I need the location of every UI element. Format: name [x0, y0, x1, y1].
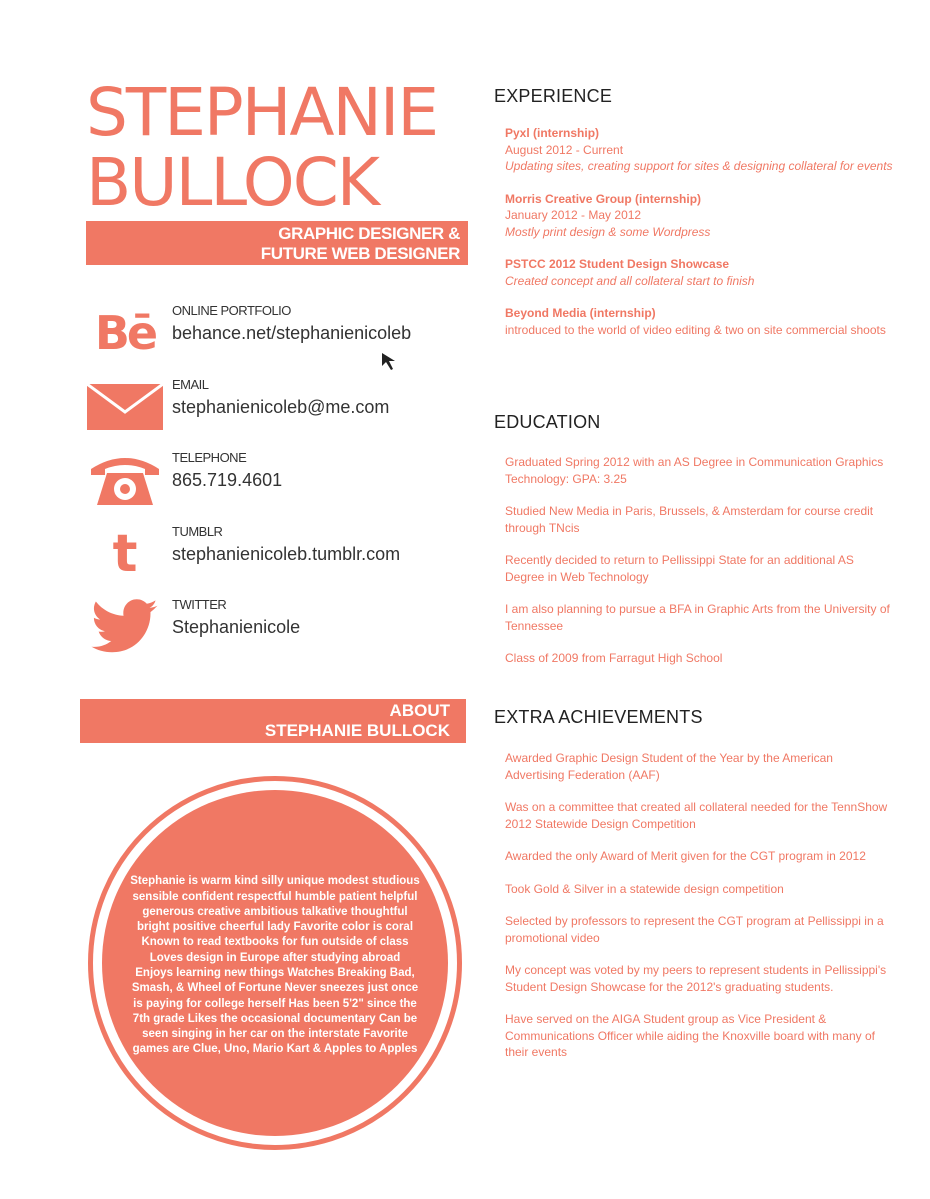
experience-item — [505, 256, 895, 289]
education-item: Graduated Spring 2012 with an AS Degree in Communication Graphics Technology: GPA: 3.25 — [505, 455, 884, 486]
contact-portfolio — [86, 303, 486, 363]
contact-telephone — [86, 450, 486, 510]
experience-item — [505, 125, 895, 175]
experience-date: August 2012 - Current — [505, 142, 624, 157]
experience-title: Beyond Media (internship) — [505, 306, 656, 320]
behance-icon: Bē — [94, 306, 156, 360]
about-bar — [80, 699, 466, 743]
experience-item — [505, 305, 895, 338]
contact-label: ONLINE PORTFOLIO — [172, 303, 291, 318]
education-item: I am also planning to pursue a BFA in Graphic Arts from the University of Tennessee — [505, 602, 890, 633]
achievement-item: Awarded Graphic Design Student of the Year by the American Advertising Federation (AAF) — [505, 751, 833, 782]
experience-heading: EXPERIENCE — [494, 86, 613, 106]
experience-item — [505, 191, 895, 241]
education-item: Recently decided to return to Pellissippi State for an additional AS Degree in Web Technology — [505, 553, 854, 584]
experience-title: Morris Creative Group (internship) — [505, 191, 702, 206]
about-heading-line-2: STEPHANIE BULLOCK — [264, 721, 450, 740]
contact-label: TUMBLR — [172, 524, 223, 539]
name-last: BULLOCK — [86, 144, 379, 221]
name-first: STEPHANIE — [86, 74, 438, 151]
tumblr-icon: t — [112, 524, 138, 584]
education-item: Class of 2009 from Farragut High School — [505, 651, 723, 665]
about-circle — [88, 776, 462, 1150]
twitter-icon — [86, 597, 164, 657]
experience-desc: Updating sites, creating support for sites & designing collateral for events — [505, 159, 893, 173]
email-link[interactable]: stephanienicoleb@me.com — [172, 397, 390, 417]
achievements-heading: EXTRA ACHIEVEMENTS — [494, 707, 703, 727]
achievement-item: Took Gold & Silver in a statewide design competition — [505, 881, 784, 896]
achievement-item: Was on a committee that created all collateral needed for the TennShow 2012 Statewide Design Competition — [505, 800, 888, 831]
experience-desc: Mostly print design & some Wordpress — [505, 224, 711, 239]
contact-label: TELEPHONE — [172, 450, 247, 465]
contact-twitter — [86, 597, 486, 657]
contact-tumblr — [86, 524, 486, 584]
job-title-line-1: GRAPHIC DESIGNER & — [278, 224, 460, 243]
job-title-line-2: FUTURE WEB DESIGNER — [260, 244, 460, 263]
achievement-item: Have served on the AIGA Student group as Vice President & Communications Officer while aiding the Knoxville board with many of their events — [505, 1012, 875, 1059]
envelope-icon — [86, 377, 164, 437]
contact-email — [86, 377, 486, 437]
job-title-bar — [86, 221, 468, 265]
telephone-icon — [86, 450, 164, 510]
experience-desc: introduced to the world of video editing & two on site commercial shoots — [505, 322, 886, 337]
experience-title: Pyxl (internship) — [505, 126, 600, 140]
phone-number[interactable]: 865.719.4601 — [172, 470, 283, 490]
experience-list — [505, 125, 895, 354]
resume-name — [86, 74, 438, 221]
contact-label: EMAIL — [172, 377, 209, 392]
tumblr-link[interactable]: stephanienicoleb.tumblr.com — [172, 544, 401, 564]
contact-label: TWITTER — [172, 597, 227, 612]
about-text: Stephanie is warm kind silly unique modest studious sensible confident respectful humble patient helpful generous creative ambitious talkative thoughtful bright positive cheerful lady Favorite color is coral Known to read textbooks for fun outside of class Loves design in Europe after studying abroad Enjoys learning new things Watches Breaking Bad, Smash, & Wheel of Fortune Never sneezes just once is paying for college herself Has been 5'2" since the 7th grade Likes the occasional documentary Can be seen singing in her car on the interstate Favorite games are Clue, Uno, Mario Kart & Apples to Apples — [130, 875, 420, 1056]
education-list — [505, 454, 895, 683]
twitter-handle[interactable]: Stephanienicole — [172, 617, 301, 637]
portfolio-link[interactable]: behance.net/stephanienicoleb — [172, 323, 412, 343]
about-circle-fill — [102, 790, 448, 1136]
achievement-item: My concept was voted by my peers to represent students in Pellissippi's Student Design Showcase for the 2012's graduating students. — [505, 963, 887, 994]
experience-desc: Created concept and all collateral start to finish — [505, 273, 755, 288]
education-heading: EDUCATION — [494, 412, 601, 432]
achievement-item: Selected by professors to represent the CGT program at Pellissippi in a promotional video — [505, 914, 884, 945]
experience-date: January 2012 - May 2012 — [505, 208, 642, 222]
about-heading-line-1: ABOUT — [389, 701, 450, 720]
achievement-item: Awarded the only Award of Merit given for the CGT program in 2012 — [505, 849, 866, 863]
experience-title: PSTCC 2012 Student Design Showcase — [505, 257, 730, 271]
achievements-list — [505, 750, 895, 1077]
mouse-cursor-icon — [380, 351, 402, 373]
education-item: Studied New Media in Paris, Brussels, & Amsterdam for course credit through TNcis — [505, 504, 874, 535]
